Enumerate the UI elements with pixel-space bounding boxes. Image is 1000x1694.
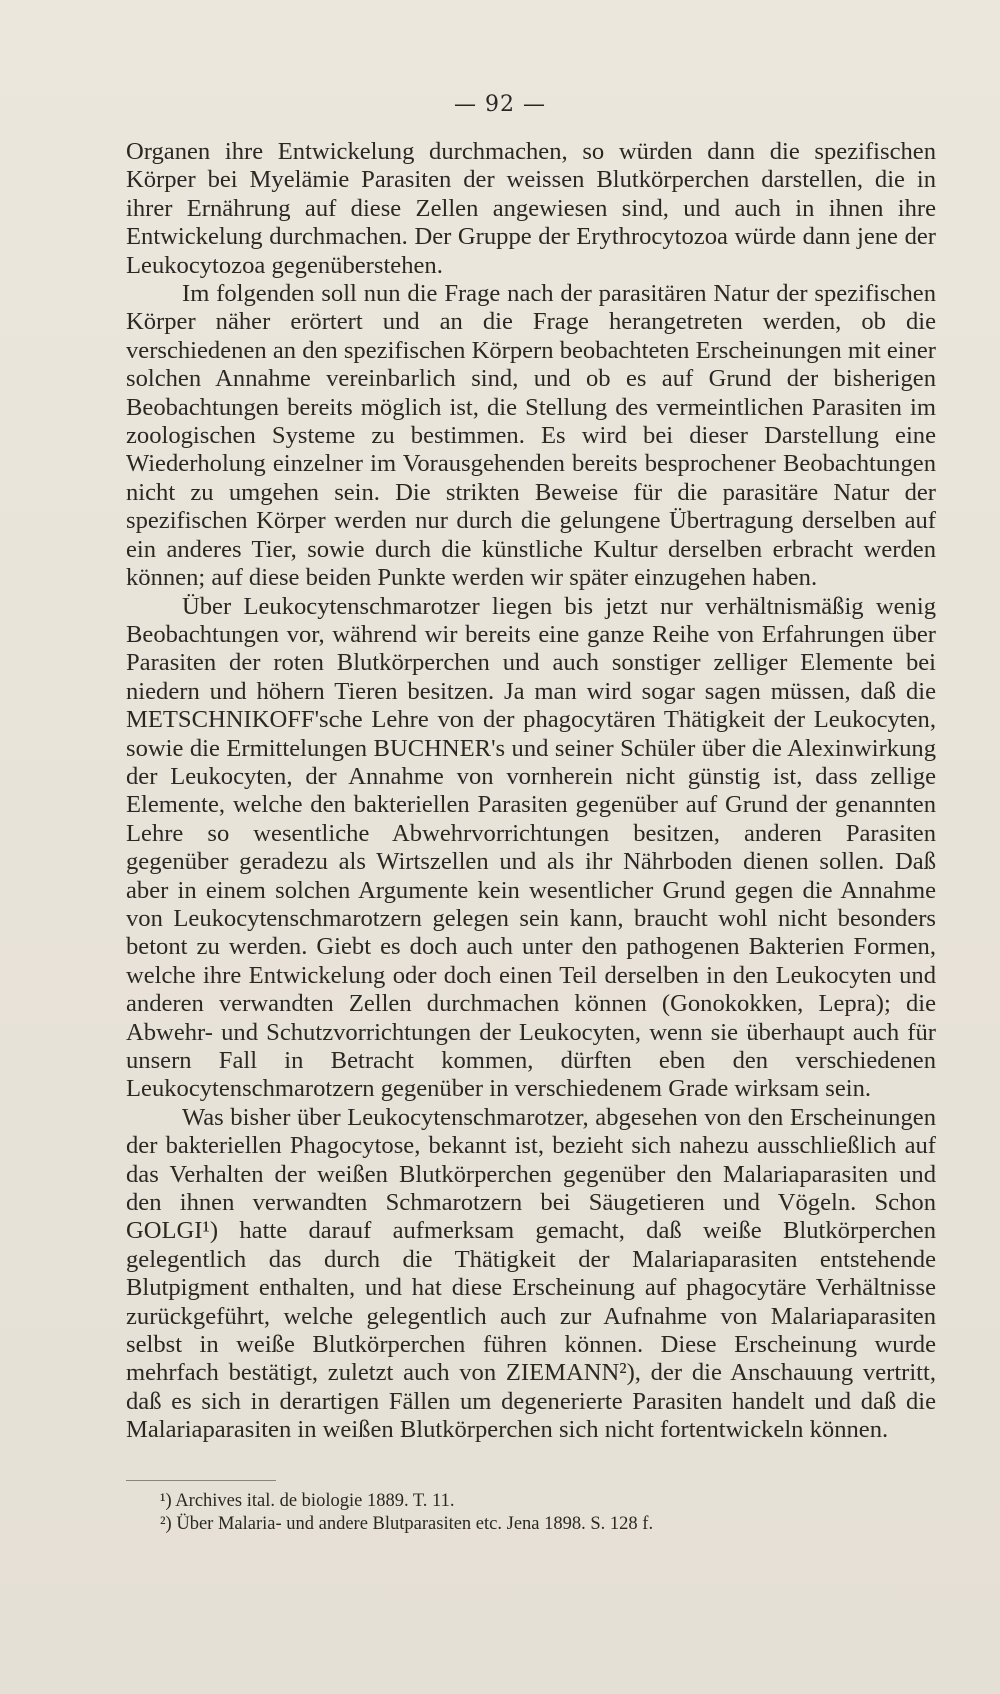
footnote-2: ²) Über Malaria- und andere Blutparasiten etc. Jena 1898. S. 128 f. <box>160 1514 654 1534</box>
body-text <box>126 138 936 1445</box>
paragraph-4: Was bisher über Leukocytenschmarotzer, abgesehen von den Erscheinungen der bakteriellen Phagocytose, bekannt ist, bezieht sich nahezu ausschließlich auf das Verhalten der weißen Blutkörperchen gegenüber den Malariaparasiten und den ihnen verwandten Schmarotzern bei Säugetieren und Vögeln. Schon GOLGI¹) hatte darauf aufmerksam gemacht, daß weiße Blutkörperchen gelegentlich das durch die Thätigkeit der Malariaparasiten entstehende Blutpigment enthalten, und hat diese Erscheinung auf phagocytäre Verhältnisse zurückgeführt, welche gelegentlich auch zur Aufnahme von Malariaparasiten selbst in weiße Blutkörperchen führen können. Diese Erscheinung wurde mehrfach bestätigt, zuletzt auch von ZIEMANN²), der die Anschauung vertritt, daß es sich in derartigen Fällen um degenerierte Parasiten handelt und daß die Malariaparasiten in weißen Blutkörperchen sich nicht fortentwickeln können. <box>126 1103 936 1444</box>
page-number: — 92 — <box>454 92 546 117</box>
paragraph-1: Organen ihre Entwickelung durchmachen, so würden dann die spezifischen Körper bei Myelämie Parasiten der weissen Blutkörperchen darstellen, die in ihrer Ernährung auf diese Zellen angewiesen sind, und auch in ihnen ihre Entwickelung durchmachen. Der Gruppe der Erythrocytozoa würde dann jene der Leukocytozoa gegenüberstehen. <box>126 138 936 279</box>
paragraph-2: Im folgenden soll nun die Frage nach der parasitären Natur der spezifischen Körper näher erörtert und an die Frage herangetreten werden, ob die verschiedenen an den spezifischen Körpern beobachteten Erscheinungen mit einer solchen Annahme vereinbarlich sind, und ob es auf Grund der bisherigen Beobachtungen bereits möglich ist, die Stellung des vermeintlichen Parasiten im zoologischen Systeme zu bestimmen. Es wird bei dieser Darstellung eine Wiederholung einzelner im Vorausgehenden bereits besprochener Beobachtungen nicht zu umgehen sein. Die strikten Beweise für die parasitäre Natur der spezifischen Körper werden nur durch die gelungene Übertragung derselben auf ein anderes Tier, sowie durch die künstliche Kultur derselben erbracht werden können; auf diese beiden Punkte werden wir später einzugehen haben. <box>126 280 936 592</box>
footnotes <box>160 1490 920 1536</box>
paragraph-3: Über Leukocytenschmarotzer liegen bis jetzt nur verhältnismäßig wenig Beobachtungen vor, während wir bereits eine ganze Reihe von Erfahrungen über Parasiten der roten Blutkörperchen und auch sonstiger zelliger Elemente bei niedern und höhern Tieren besitzen. Ja man wird sogar sagen müssen, daß die METSCHNIKOFF'sche Lehre von der phagocytären Thätigkeit der Leukocyten, sowie die Ermittelungen BUCHNER's und seiner Schüler über die Alexinwirkung der Leukocyten, der Annahme von vornherein nicht günstig ist, dass zellige Elemente, welche den bakteriellen Parasiten gegenüber auf Grund der genannten Lehre so wesentliche Abwehrvorrichtungen besitzen, anderen Parasiten gegenüber geradezu als Wirtszellen und als ihr Nährboden dienen sollen. Daß aber in einem solchen Argumente kein wesentlicher Grund gegen die Annahme von Leukocytenschmarotzern gelegen sein kann, braucht wohl nicht besonders betont zu werden. Giebt es doch auch unter den pathogenen Bakterien Formen, welche ihre Entwickelung oder doch einen Teil derselben in den Leukocyten und anderen verwandten Zellen durchmachen können (Gonokokken, Lepra); die Abwehr- und Schutzvorrichtungen der Leukocyten, wenn sie überhaupt auch für unsern Fall in Betracht kommen, dürften eben den verschiedenen Leukocytenschmarotzern gegenüber in verschiedenem Grade wirksam sein. <box>126 592 936 1103</box>
footnote-divider <box>126 1480 276 1481</box>
footnote-1: ¹) Archives ital. de biologie 1889. T. 11. <box>160 1491 455 1511</box>
